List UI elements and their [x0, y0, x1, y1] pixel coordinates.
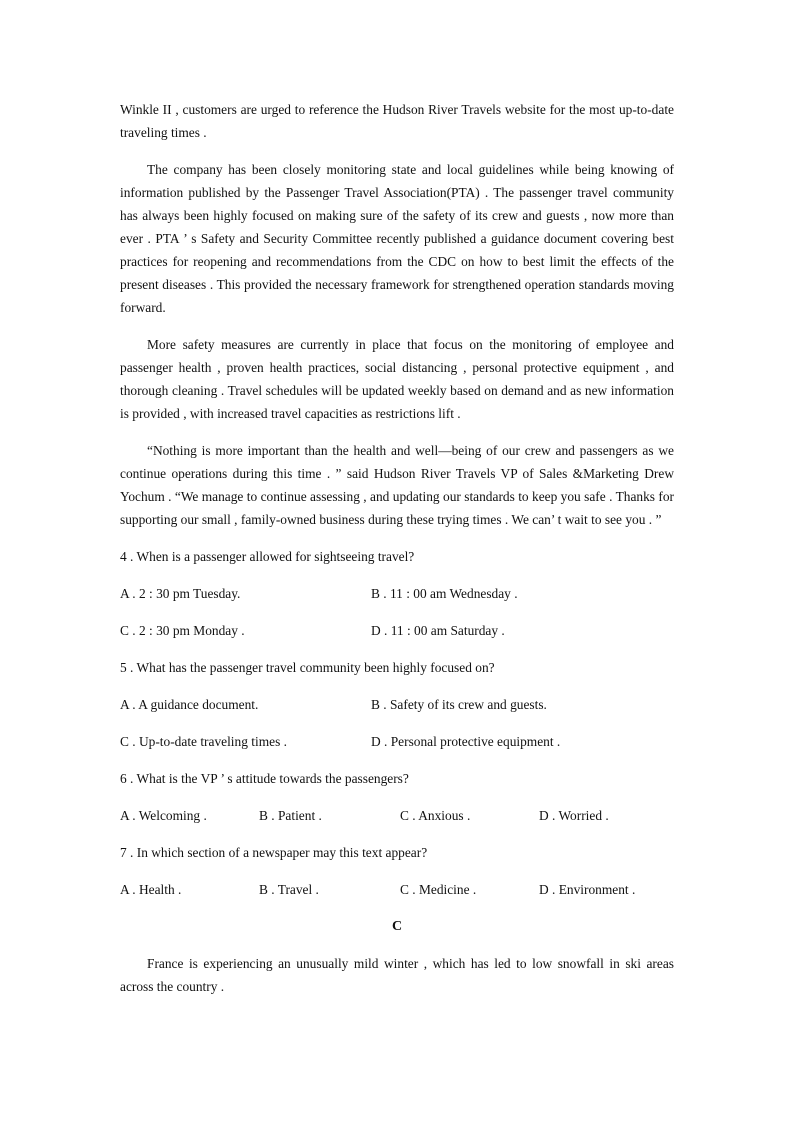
passage-b-paragraph-2: More safety measures are currently in place that focus on the monitoring of employee and passenger health , proven health practices, social distancing , personal protective equipment , and thorough cleaning . Travel schedules will be updated weekly based on demand and as new information is provided , with increased travel capacities as restrictions lift .	[120, 337, 674, 421]
question-6	[120, 767, 674, 827]
options-row	[120, 878, 674, 901]
question-5	[120, 656, 674, 753]
passage-b-paragraph-1: The company has been closely monitoring state and local guidelines while being knowing of information published by the Passenger Travel Association(PTA) . The passenger travel community has always been highly focused on making sure of the safety of its crew and guests , now more than ever . PTA ’ s Safety and Security Committee recently published a guidance document covering best practices for reopening and recommendations from the CDC on how to best limit the effects of the present diseases . This provided the necessary framework for strengthened operation standards moving forward.	[120, 162, 674, 315]
passage-c-paragraph-0: France is experiencing an unusually mild winter , which has led to low snowfall in ski areas across the country .	[120, 956, 674, 994]
option-d: D . Worried .	[539, 808, 609, 823]
question-7	[120, 841, 674, 901]
page-content	[120, 98, 674, 998]
passage-b-paragraph-3: “Nothing is more important than the health and well—being of our crew and passengers as we continue operations during this time . ” said Hudson River Travels VP of Sales &Marketing Drew Yochum . “We manage to continue assessing , and updating our standards to keep you safe . Thanks for supporting our small , family-owned business during these trying times . We can’ t wait to see you . ”	[120, 443, 674, 527]
section-c-heading: C	[391, 919, 403, 934]
options-row	[120, 804, 674, 827]
question-stem: 5 . What has the passenger travel community been highly focused on?	[120, 660, 495, 675]
option-c: C . 2 : 30 pm Monday .	[120, 623, 245, 638]
question-stem: 7 . In which section of a newspaper may this text appear?	[120, 845, 428, 860]
question-stem: 4 . When is a passenger allowed for sightseeing travel?	[120, 549, 415, 564]
option-a: A . Welcoming .	[120, 808, 207, 823]
option-c: C . Anxious .	[400, 808, 471, 823]
options-row	[120, 582, 674, 605]
question-stem: 6 . What is the VP ’ s attitude towards the passengers?	[120, 771, 409, 786]
options-row	[120, 619, 674, 642]
option-b: B . Travel .	[259, 882, 319, 897]
option-b: B . 11 : 00 am Wednesday .	[371, 586, 518, 601]
question-4	[120, 545, 674, 642]
options-row	[120, 730, 674, 753]
option-d: D . Environment .	[539, 882, 636, 897]
option-d: D . Personal protective equipment .	[371, 734, 561, 749]
option-b: B . Patient .	[259, 808, 322, 823]
option-c: C . Medicine .	[400, 882, 477, 897]
option-d: D . 11 : 00 am Saturday .	[371, 623, 505, 638]
option-a: A . Health .	[120, 882, 182, 897]
option-a: A . A guidance document.	[120, 697, 259, 712]
option-a: A . 2 : 30 pm Tuesday.	[120, 586, 241, 601]
options-row	[120, 693, 674, 716]
option-b: B . Safety of its crew and guests.	[371, 697, 547, 712]
passage-b-paragraph-0: Winkle II , customers are urged to reference the Hudson River Travels website for the most up-to-date traveling times .	[120, 102, 674, 140]
option-c: C . Up-to-date traveling times .	[120, 734, 287, 749]
